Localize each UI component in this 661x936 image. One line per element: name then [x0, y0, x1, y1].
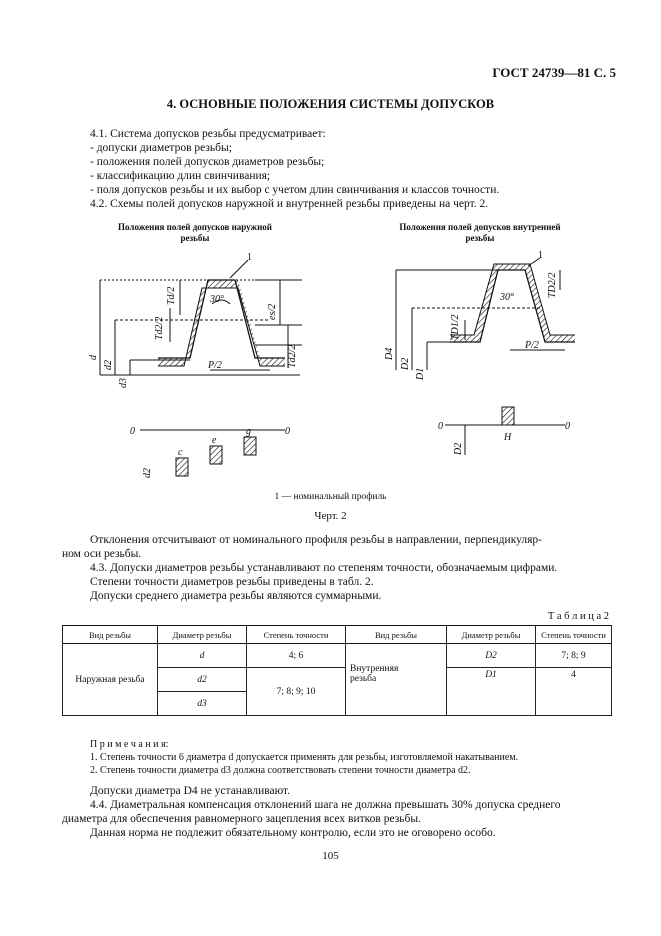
table-header: Диаметр резьбы — [158, 626, 247, 644]
label-D2: D2 — [400, 357, 411, 370]
table-header: Вид резьбы — [63, 626, 158, 644]
table-cell: d — [158, 644, 247, 668]
zone-c — [176, 458, 188, 476]
note-2: 2. Степень точности диаметра d3 должна соответствовать степени точности диаметра d2. — [90, 765, 471, 776]
label-1: 1 — [247, 252, 252, 263]
label-angle: 30° — [210, 294, 224, 305]
table-cell-line: Внутренняя — [350, 664, 399, 674]
label-d2-lower: d2 — [142, 468, 153, 478]
table-header: Степень точности — [536, 626, 612, 644]
figure-right-title-line: резьбы — [465, 233, 495, 243]
label-td2: Td2/2 — [154, 316, 165, 340]
label-H: H — [504, 432, 512, 443]
label-td: Td/2 — [166, 286, 177, 305]
table-cell: 4 — [536, 668, 612, 716]
page-number: 105 — [322, 850, 339, 862]
paragraph-4-4-cont: диаметра для обеспечения равномерного зацепления всех витков резьбы. — [62, 813, 421, 825]
label-D2-lower: D2 — [453, 442, 464, 455]
label-D1: D1 — [415, 367, 426, 380]
figure-right-title — [370, 222, 590, 244]
label-zero-left: 0 — [130, 426, 135, 437]
label-tD1: TD1/2 — [450, 314, 461, 340]
label-pitch: P/2 — [208, 360, 222, 371]
list-item: - допуски диаметров резьбы; — [90, 142, 232, 154]
figure-right-title-line: Положения полей допусков внутренней — [399, 222, 561, 232]
paragraph-4-4-note: Данная норма не подлежит обязательному контролю, если это не оговорено особо. — [90, 827, 496, 839]
table-header: Диаметр резьбы — [447, 626, 536, 644]
table-cell: 7; 8; 9 — [536, 644, 612, 668]
label-es: es/2 — [267, 303, 278, 320]
document-header: ГОСТ 24739—81 С. 5 — [492, 65, 616, 80]
tolerance-zone-external — [158, 280, 285, 366]
label-e: e — [212, 435, 217, 446]
paragraph-4-1: 4.1. Система допусков резьбы предусматривает: — [90, 128, 326, 140]
label-tD2: TD2/2 — [547, 272, 558, 298]
precision-table — [62, 625, 612, 716]
tolerance-diagram — [70, 250, 610, 485]
zone-H — [502, 407, 514, 425]
label-d: d — [88, 355, 99, 360]
notes-title: П р и м е ч а н и я: — [90, 739, 169, 750]
label-pitch-right: P/2 — [525, 340, 539, 351]
paragraph-deviation-cont: ном оси резьбы. — [62, 548, 142, 560]
table-header-row — [63, 626, 612, 644]
label-zero-left-end: 0 — [285, 426, 290, 437]
label-d3: d3 — [118, 378, 129, 388]
label-1-right: 1 — [538, 250, 543, 261]
paragraph-4-3-b: Степени точности диаметров резьбы приведены в табл. 2. — [90, 576, 374, 588]
label-angle-right: 30° — [500, 292, 514, 303]
label-D4: D4 — [384, 347, 395, 360]
figure-legend: 1 — номинальный профиль — [274, 492, 387, 502]
label-td2-lower: Td2/2 — [287, 344, 298, 368]
table-header: Степень точности — [247, 626, 346, 644]
paragraph-deviation: Отклонения отсчитывают от номинального профиля резьбы в направлении, перпендикуляр- — [90, 534, 542, 546]
list-item: - поля допусков резьбы и их выбор с учетом длин свинчивания и классов точности. — [90, 184, 500, 196]
table-cell: Наружная резьба — [63, 644, 158, 716]
table-cell: 7; 8; 9; 10 — [247, 668, 346, 716]
table-cell: d3 — [158, 692, 247, 716]
table-cell — [346, 644, 447, 716]
table-cell: D2 — [447, 644, 536, 668]
nominal-profile-external — [158, 280, 285, 358]
table-cell-line: резьба — [350, 674, 377, 684]
table-row — [63, 644, 612, 668]
zone-e — [210, 446, 222, 464]
list-item: - классификацию длин свинчивания; — [90, 170, 271, 182]
list-item: - положения полей допусков диаметров резьбы; — [90, 156, 325, 168]
table-cell: 4; 6 — [247, 644, 346, 668]
figure-left-title-line: резьбы — [180, 233, 210, 243]
label-d2: d2 — [103, 360, 114, 370]
section-title: 4. ОСНОВНЫЕ ПОЛОЖЕНИЯ СИСТЕМЫ ДОПУСКОВ — [166, 97, 495, 111]
table-cell: d2 — [158, 668, 247, 692]
table-caption: Т а б л и ц а 2 — [547, 611, 609, 622]
figure-caption: Черт. 2 — [314, 510, 347, 522]
paragraph-4-2: 4.2. Схемы полей допусков наружной и внутренней резьбы приведены на черт. 2. — [90, 198, 489, 210]
table-header: Вид резьбы — [346, 626, 447, 644]
note-1: 1. Степень точности 6 диаметра d допускается применять для резьбы, изготовляемой накатыванием. — [90, 752, 519, 763]
zone-g — [244, 437, 256, 455]
label-zero-right: 0 — [438, 421, 443, 432]
figure-left-title-line: Положения полей допусков наружной — [118, 222, 272, 232]
paragraph-4-3: 4.3. Допуски диаметров резьбы устанавливают по степеням точности, обозначаемым цифрами. — [90, 562, 558, 574]
paragraph-4-4: 4.4. Диаметральная компенсация отклонений шага не должна превышать 30% допуска среднего — [90, 799, 561, 811]
label-zero-right-end: 0 — [565, 421, 570, 432]
paragraph-4-3-c: Допуски среднего диаметра резьбы являются суммарными. — [90, 590, 382, 602]
table-cell: D1 — [447, 668, 536, 716]
label-c: c — [178, 447, 183, 458]
paragraph-d4: Допуски диаметра D4 не устанавливают. — [90, 785, 291, 797]
figure-left-title — [85, 222, 305, 244]
label-g: g — [246, 426, 251, 437]
